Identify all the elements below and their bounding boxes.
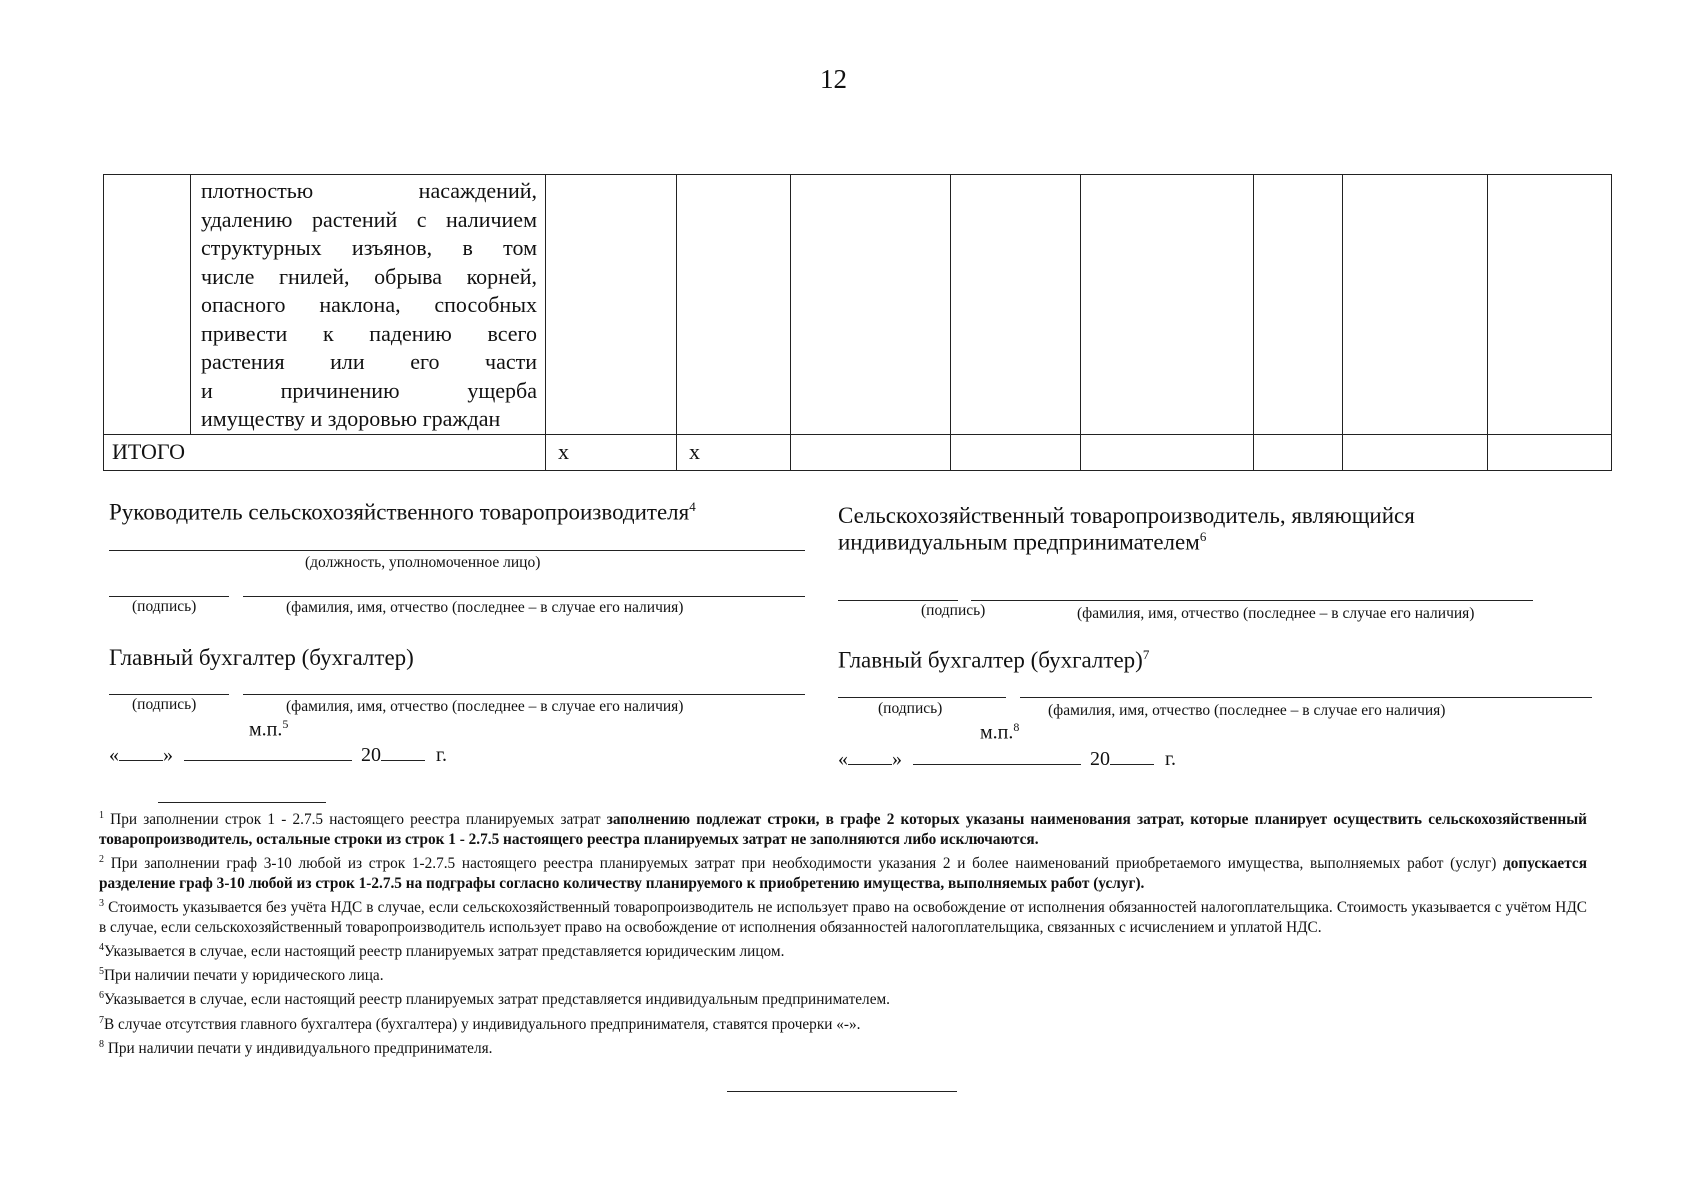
name-caption: (фамилия, имя, отчество (последнее – в случае его наличия) xyxy=(1048,702,1446,719)
total-x-mark: x xyxy=(677,434,791,470)
description-line: числе гнилей, обрыва корней, xyxy=(201,263,537,289)
table-cell xyxy=(1081,434,1254,470)
footnote-3: $^3$ Стоимость указывается без учёта НДС в случае, если сельскохозяйственный товаропроизводитель не использует право на освобождение от исполнения обязанностей налогоплательщика. Стоимость указывается с учётом НДС в случае, если сельскохозяйственный товаропроизводитель использует право на освобождение от исполнения обязанностей налогоплательщика, связанных с исчислением и уплатой НДС. xyxy=(99,898,1587,937)
signature-line xyxy=(838,600,958,601)
page-number: 12 xyxy=(820,64,847,94)
name-line xyxy=(243,596,805,597)
table-cell xyxy=(1254,175,1343,435)
table-cell xyxy=(1343,434,1488,470)
footnotes xyxy=(99,806,1587,1059)
cost-registry-table xyxy=(103,174,1612,471)
footnote-1: $^1$ При заполнении строк 1 - 2.7.5 настоящего реестра планируемых затрат заполнению подлежат строки, в графе 2 которых указаны наименования затрат, которые планирует осуществить сельскохозяйственный товаропроизводитель, остальные строки из строк 1 - 2.7.5 настоящего реестра планируемых затрат не заполняются либо исключаются. xyxy=(99,810,1587,849)
signature-line xyxy=(838,697,1006,698)
description-line: растения или его части xyxy=(201,349,537,374)
name-caption: (фамилия, имя, отчество (последнее – в случае его наличия) xyxy=(286,599,684,616)
table-cell xyxy=(677,175,791,435)
table-cell xyxy=(951,175,1081,435)
date-field: « » 20 г. xyxy=(109,744,447,766)
stamp-place-label: м.п.$^5$ xyxy=(249,717,289,741)
footnote-4: $^4$Указывается в случае, если настоящий реестр планируемых затрат представляется юридическим лицом. xyxy=(99,942,785,961)
signature-caption: (подпись) xyxy=(921,602,986,619)
footnote-7: $^7$В случае отсутствия главного бухгалтера (бухгалтера) у индивидуального предпринимателя, ставятся прочерки «-». xyxy=(99,1014,861,1033)
table-cell xyxy=(546,175,677,435)
total-x-mark: x xyxy=(546,434,677,470)
total-row xyxy=(104,434,1612,470)
table-cell xyxy=(1488,175,1612,435)
table-row xyxy=(104,175,1612,435)
name-caption: (фамилия, имя, отчество (последнее – в случае его наличия) xyxy=(1077,605,1475,622)
description-line: плотностью насаждений, xyxy=(201,178,537,203)
stamp-place-label: м.п.$^8$ xyxy=(980,720,1020,744)
name-line xyxy=(1020,697,1592,698)
description-line: и причинению ущерба xyxy=(201,377,537,403)
table-cell xyxy=(1081,175,1254,435)
table-cell xyxy=(791,175,951,435)
signature-line xyxy=(109,596,229,597)
footnote-6: $^6$Указывается в случае, если настоящий реестр планируемых затрат представляется индивидуальным предпринимателем. xyxy=(99,990,890,1009)
entrepreneur-heading-line2: индивидуальным предпринимателем$^6$ xyxy=(838,529,1207,555)
description-line: структурных изъянов, в том xyxy=(201,235,537,260)
table-cell xyxy=(1254,434,1343,470)
footnote-2: $^2$ При заполнении граф 3-10 любой из строк 1-2.7.5 настоящего реестра планируемых затрат при необходимости указания 2 и более наименований приобретаемого имущества, выполняемых работ (услуг) допускается разделение граф 3-10 любой из строк 1-2.7.5 на подграфы согласно количеству планируемого к приобретению имущества, выполняемых работ (услуг). xyxy=(99,854,1587,893)
total-label: ИТОГО xyxy=(104,434,546,470)
entrepreneur-heading-line1: Сельскохозяйственный товаропроизводитель, являющийся xyxy=(838,503,1415,528)
position-caption: (должность, уполномоченное лицо) xyxy=(305,554,541,571)
footnote-separator xyxy=(158,802,326,803)
position-line xyxy=(109,550,805,551)
footnote-8: $^8$ При наличии печати у индивидуального предпринимателя. xyxy=(99,1038,493,1057)
chief-accountant-heading: Главный бухгалтер (бухгалтер)$^7$ xyxy=(838,647,1150,673)
name-line xyxy=(243,694,805,695)
head-signature-heading: Руководитель сельскохозяйственного товаропроизводителя$^4$ xyxy=(109,499,696,525)
description-line: опасного наклона, способных xyxy=(201,292,537,317)
table-cell xyxy=(791,434,951,470)
table-cell xyxy=(1488,434,1612,470)
chief-accountant-heading: Главный бухгалтер (бухгалтер) xyxy=(109,645,414,670)
signature-caption: (подпись) xyxy=(132,598,197,615)
signature-line xyxy=(109,694,229,695)
signature-caption: (подпись) xyxy=(132,696,197,713)
footnote-5: $^5$При наличии печати у юридического лица. xyxy=(99,966,384,985)
name-line xyxy=(971,600,1533,601)
row-number-cell xyxy=(104,175,191,435)
description-line: имуществу и здоровью граждан xyxy=(201,406,501,431)
table-cell xyxy=(951,434,1081,470)
cost-description-cell xyxy=(191,175,546,435)
description-line: удалению растений с наличием xyxy=(201,206,537,232)
table-cell xyxy=(1343,175,1488,435)
name-caption: (фамилия, имя, отчество (последнее – в случае его наличия) xyxy=(286,698,684,715)
signature-caption: (подпись) xyxy=(878,700,943,717)
cost-description-text xyxy=(201,177,537,434)
end-of-document-rule xyxy=(727,1091,957,1092)
description-line: привести к падению всего xyxy=(201,320,537,346)
date-field: « » 20 г. xyxy=(838,748,1176,770)
